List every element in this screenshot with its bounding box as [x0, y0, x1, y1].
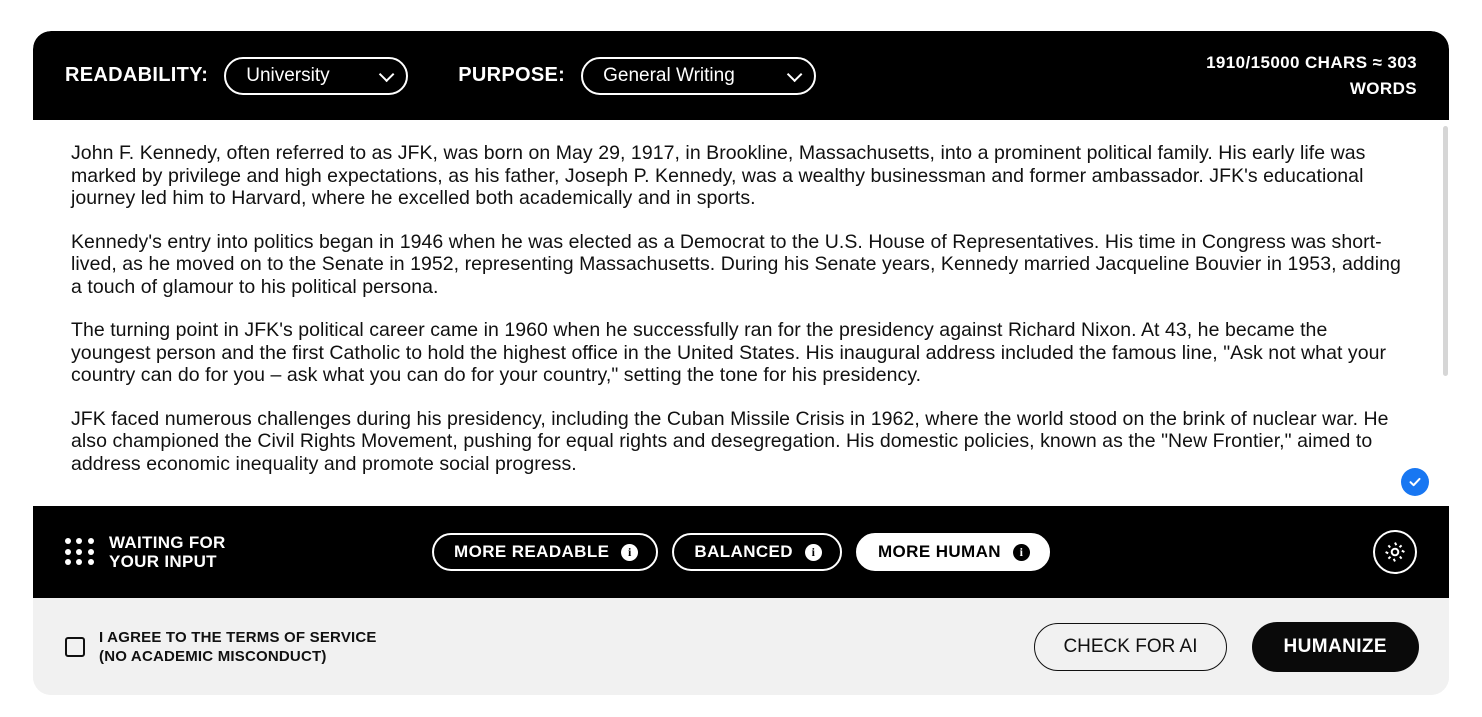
mode-more-human-button[interactable]	[856, 533, 1050, 571]
info-icon[interactable]: i	[1013, 544, 1030, 561]
editor-content[interactable]	[33, 120, 1449, 506]
mode-more-readable-button[interactable]	[432, 533, 658, 571]
readability-group	[65, 57, 408, 95]
purpose-group	[458, 57, 816, 95]
readability-label: READABILITY:	[65, 64, 209, 86]
editor-paragraph: John F. Kennedy, often referred to as JFK, was born on May 29, 1917, in Brookline, Massachusetts, into a prominent political family. His early life was marked by privilege and high expectations, as his father, Joseph P. Kennedy, was a wealthy businessman and former ambassador. JFK's educational journey led him to Harvard, where he excelled both academically and in sports.	[71, 142, 1366, 209]
readability-select[interactable]	[224, 57, 408, 95]
editor-scrollbar-thumb[interactable]	[1443, 126, 1448, 376]
terms-of-service-row[interactable]	[65, 628, 377, 666]
info-icon[interactable]: i	[805, 544, 822, 561]
humanizer-app-window	[33, 31, 1449, 695]
check-for-ai-button[interactable]: CHECK FOR AI	[1034, 623, 1226, 671]
chevron-down-icon	[787, 66, 803, 82]
purpose-select-value: General Writing	[603, 64, 735, 86]
status-message-line2: YOUR INPUT	[109, 552, 217, 571]
terms-checkbox[interactable]	[65, 637, 85, 657]
mode-balanced-button[interactable]	[672, 533, 842, 571]
action-bar	[33, 506, 1449, 598]
text-editor-area[interactable]	[33, 120, 1449, 506]
footer-bar	[33, 598, 1449, 695]
check-icon	[1401, 468, 1429, 496]
mode-balanced-label: BALANCED	[694, 542, 793, 561]
editor-scrollbar[interactable]	[1443, 120, 1449, 506]
mode-more-human-label: MORE HUMAN	[877, 542, 1001, 561]
readability-select-value: University	[246, 64, 330, 86]
editor-paragraph: Kennedy's entry into politics began in 1946 when he was elected as a Democrat to the U.S. House of Representatives. His time in Congress was short-lived, as he moved on to the Senate in 1952, representing Massachusetts. During his Senate years, Kennedy married Jacqueline Bouvier in 1953, adding a touch of glamour to his political persona.	[71, 230, 1401, 298]
status-message	[109, 533, 226, 571]
footer-actions	[1034, 622, 1419, 672]
terms-label-line1: I AGREE TO THE TERMS OF SERVICE	[99, 628, 377, 646]
mode-more-readable-label: MORE READABLE	[454, 542, 610, 561]
editor-paragraph: The turning point in JFK's political career came in 1960 when he successfully ran for the presidency against Richard Nixon. At 43, he became the youngest person and the first Catholic to hold the highest office in the United States. His inaugural address included the famous line, "Ask not what your country can do for you – ask what you can do for your country," setting the tone for his presidency.	[71, 319, 1387, 386]
terms-label-line2: (NO ACADEMIC MISCONDUCT)	[99, 647, 327, 665]
status-message-line1: WAITING FOR	[109, 533, 226, 552]
purpose-label: PURPOSE:	[458, 64, 566, 86]
info-icon[interactable]: i	[621, 544, 638, 561]
mode-button-group	[432, 533, 1050, 571]
editor-paragraph: JFK faced numerous challenges during his presidency, including the Cuban Missile Crisis in 1962, where the world stood on the brink of nuclear war. He also championed the Civil Rights Movement, pushing for equal rights and desegregation. His domestic policies, known as the "New Frontier," aimed to address economic inequality and promote social progress.	[71, 407, 1389, 475]
top-settings-bar	[33, 31, 1449, 120]
terms-label	[99, 628, 377, 666]
character-count: 1910/15000 CHARS ≈ 303 WORDS	[1206, 52, 1417, 98]
humanize-button[interactable]: HUMANIZE	[1252, 622, 1419, 672]
grid-dots-icon	[65, 538, 95, 566]
purpose-select[interactable]	[581, 57, 816, 95]
chevron-down-icon	[379, 66, 395, 82]
gear-icon[interactable]	[1373, 530, 1417, 574]
